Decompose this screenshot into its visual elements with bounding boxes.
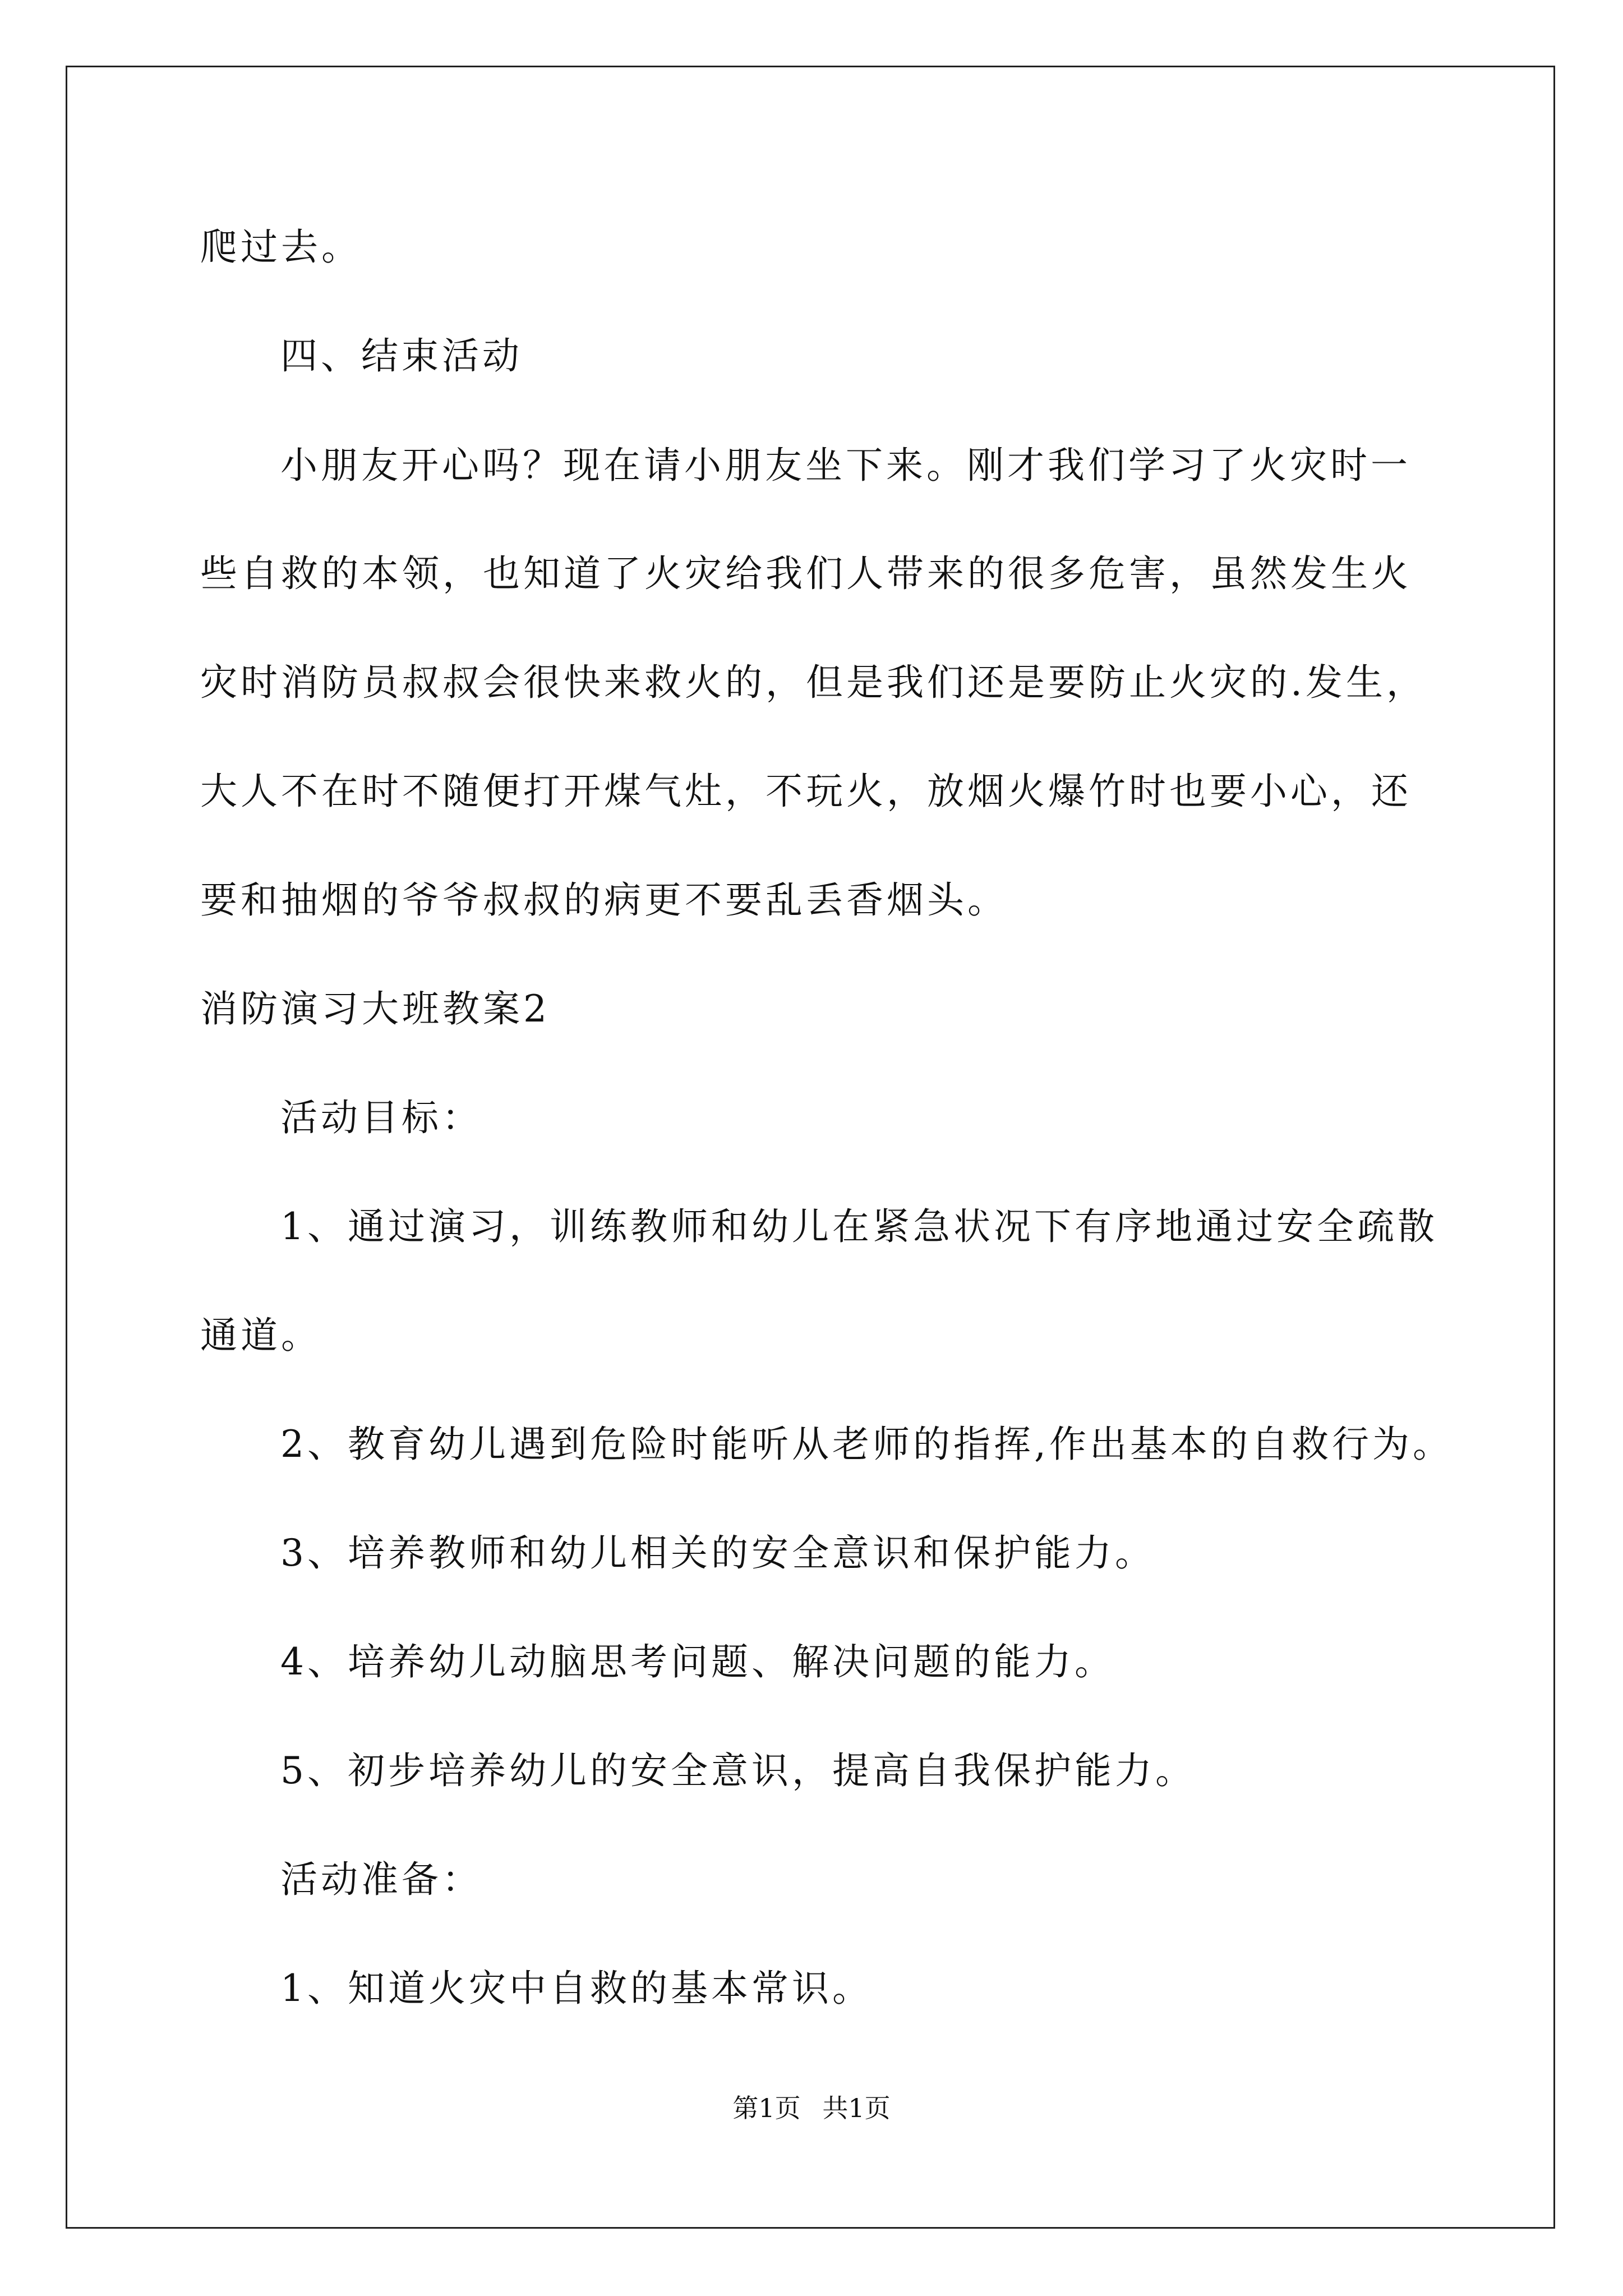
text-line: 通道。 <box>200 1314 321 1357</box>
page-border <box>66 66 1555 2229</box>
page-footer <box>0 2095 1623 2121</box>
list-item: 5、初步培养幼儿的安全意识，提高自我保护能力。 <box>280 1749 1196 1792</box>
list-item: 1、知道火灾中自救的基本常识。 <box>280 1967 873 2010</box>
list-item: 2、教育幼儿遇到危险时能听从老师的指挥,作出基本的自救行为。 <box>280 1423 1453 1466</box>
text-line: 灾时消防员叔叔会很快来救火的，但是我们还是要防止火灾的.发生， <box>200 661 1427 704</box>
document-title: 消防演习大班教案2 <box>200 987 550 1030</box>
section-heading: 活动目标： <box>280 1096 482 1139</box>
text-line: 要和抽烟的爷爷叔叔的病更不要乱丢香烟头。 <box>200 878 1008 922</box>
page-number: 第1页 <box>732 2093 801 2123</box>
text-line: 爬过去。 <box>200 226 362 269</box>
text-line: 些自救的本领，也知道了火灾给我们人带来的很多危害，虽然发生火 <box>200 552 1412 595</box>
section-heading: 四、结束活动 <box>280 334 523 378</box>
list-item: 4、培养幼儿动脑思考问题、解决问题的能力。 <box>280 1640 1115 1683</box>
text-line: 小朋友开心吗？现在请小朋友坐下来。刚才我们学习了火灾时一 <box>280 444 1411 487</box>
text-line: 大人不在时不随便打开煤气灶，不玩火，放烟火爆竹时也要小心，还 <box>200 770 1412 813</box>
page-total: 共1页 <box>822 2093 891 2123</box>
section-heading: 活动准备： <box>280 1858 482 1901</box>
list-item: 3、培养教师和幼儿相关的安全意识和保护能力。 <box>280 1531 1155 1575</box>
list-item: 1、通过演习，训练教师和幼儿在紧急状况下有序地通过安全疏散 <box>280 1205 1438 1248</box>
